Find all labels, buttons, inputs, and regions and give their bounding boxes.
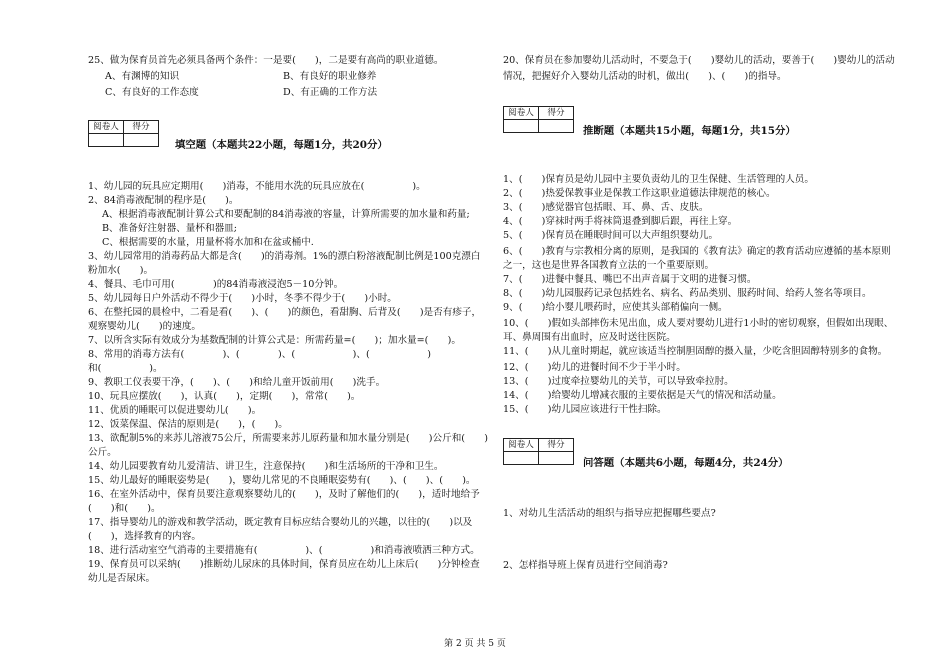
fill-line: 7、以所含实际有效成分为基数配制的计算公式是：所需药量=( )；加水量=( )。 (88, 335, 461, 346)
judge-line: 8、( )幼儿园服药记录包括姓名、病名、药品类别、服药时间、给药人签名等项目。 (503, 288, 872, 299)
question-20-line: 20、保育员在参加婴幼儿活动时，不要急于( )婴幼儿的活动，要善于( )婴幼儿的活动 (503, 55, 895, 66)
judge-line: 5、( )保育员在睡眠时间可以大声组织婴幼儿。 (503, 230, 719, 241)
score-box-cell (504, 120, 539, 133)
judge-line: 4、( )穿袜时两手将袜筒退叠到脚后跟，再往上穿。 (503, 216, 738, 227)
fill-line: ( )，选择教育的内容。 (88, 531, 202, 542)
fill-line: 11、优质的睡眠可以促进婴幼儿( )。 (88, 405, 262, 416)
fill-line: 2、84消毒液配制的程序是( )。 (88, 195, 239, 206)
fill-line: 和( )。 (88, 363, 163, 374)
fill-line: 4、餐具、毛巾可用( )的84消毒液浸泡5－10分钟。 (88, 279, 344, 290)
judge-line: 1、( )保育员是幼儿园中主要负责幼儿的卫生保健、生活管理的人员。 (503, 174, 814, 185)
qa-section-header (503, 438, 898, 468)
judge-line: 15、( )幼儿园应该进行干性扫除。 (503, 404, 667, 415)
score-box-label-score: 得分 (539, 439, 574, 452)
fill-line: 12、饭菜保温、保洁的原则是( )，( )。 (88, 419, 288, 430)
fill-line: 5、幼儿园每日户外活动不得少于( )小时，冬季不得少于( )小时。 (88, 293, 397, 304)
fill-line: 9、教职工仪表要干净，( )、( )和给儿童开饭前用( )洗手。 (88, 377, 386, 388)
judge-line: 之一，这也是世界各国教育立法的一个重要原则。 (503, 260, 715, 271)
score-box-cell (124, 134, 159, 147)
fill-line: 10、玩具应摆放( )，认真( )，定期( )，常常( )。 (88, 391, 361, 402)
fill-line: 16、在室外活动中，保育员要注意观察婴幼儿的( )，及时了解他们的( )，适时地给予 (88, 489, 480, 500)
score-box-label-score: 得分 (124, 121, 159, 134)
judge-line: 2、( )热爱保教事业是保教工作这职业道德法律规范的核心。 (503, 188, 776, 199)
fill-line: 19、保育员可以采纳( )推断幼儿尿床的具体时间，保育员应在幼儿上床后( )分钟检查 (88, 559, 480, 570)
score-box (503, 438, 574, 465)
fill-line: 公斤。 (88, 447, 117, 458)
fill-section-title: 填空题（本题共22小题，每题1分，共20分） (175, 139, 388, 151)
fill-line: 17、指导婴幼儿的游戏和教学活动，既定教育目标应结合婴幼儿的兴趣，以往的( )以及 (88, 517, 473, 528)
fill-line: C、根据需要的水量，用量杯将水加和在盆或桶中. (102, 237, 314, 248)
fill-section-header (88, 120, 483, 150)
fill-line: A、根据消毒液配制计算公式和要配制的84消毒液的容量，计算所需要的加水量和药量; (102, 209, 470, 220)
fill-line: 幼儿是否尿床。 (88, 573, 156, 584)
question-20-line: 情况，把握好介入婴幼儿活动的时机，做出( )、( )的指导。 (503, 71, 787, 82)
fill-line: 15、幼儿最好的睡眠姿势是( )，婴幼儿常见的不良睡眠姿势有( )、( )、( )。 (88, 475, 476, 486)
score-box-cell (89, 134, 124, 147)
fill-line: 观察婴幼儿( )的速度。 (88, 321, 202, 332)
judge-line: 10、( )假如头部摔伤未见出血，成人要对婴幼儿进行1小时的密切观察，但假如出现眼、 (503, 318, 894, 329)
score-box (88, 120, 159, 147)
fill-line: 1、幼儿园的玩具应定期用( )消毒，不能用水洗的玩具应放在( )。 (88, 181, 426, 192)
page-footer: 第 2 页 共 5 页 (444, 639, 506, 649)
judge-line: 11、( )从儿童时期起，就应该适当控制胆固醇的摄入量，少吃含胆固醇特别多的食物。 (503, 346, 888, 357)
judge-line: 7、( )进餐中餐具、嘴巴不出声音属于文明的进餐习惯。 (503, 274, 757, 285)
fill-line: 8、常用的消毒方法有( )、( )、( )、( ) (88, 349, 432, 360)
score-box-label-grader: 阅卷人 (504, 107, 539, 120)
qa-section-title: 问答题（本题共6小题，每题4分，共24分） (583, 457, 789, 469)
score-box (503, 106, 574, 133)
fill-line: ( )和( )。 (88, 503, 161, 514)
judge-line: 3、( )感觉器官包括眼、耳、鼻、舌、皮肤。 (503, 202, 709, 213)
fill-line: 18、进行活动室空气消毒的主要措施有( )、( )和消毒液喷洒三种方式。 (88, 545, 480, 556)
judge-line: 耳、鼻周围有出血时，应及时送往医院。 (503, 332, 676, 343)
score-box-cell (504, 452, 539, 465)
fill-line: 粉加水( )。 (88, 265, 154, 276)
qa-question-2: 2、怎样指导班上保育员进行空间消毒? (503, 560, 668, 571)
judge-section-title: 推断题（本题共15小题，每题1分，共15分） (583, 125, 796, 137)
judge-line: 14、( )给婴幼儿增减衣服的主要依据是天气的情况和活动量。 (503, 390, 782, 401)
score-box-label-score: 得分 (539, 107, 574, 120)
q25-option-d: D、有正确的工作方法 (283, 87, 378, 98)
fill-line: B、准备好注射器、量杯和器皿; (102, 223, 238, 234)
fill-line: 6、在整托园的晨检中，二看是看( )、( )的颜色，看甜胸、后背及( )是否有疹子， (88, 307, 482, 318)
fill-line: 14、幼儿园要教育幼儿爱清洁、讲卫生，注意保持( )和生活场所的干净和卫生。 (88, 461, 444, 472)
fill-line: 3、幼儿园常用的消毒药品大都是含( )的消毒剂。1%的漂白粉溶液配制比例是100克漂白 (88, 251, 481, 262)
score-box-cell (539, 120, 574, 133)
score-box-cell (539, 452, 574, 465)
q25-option-b: B、有良好的职业修养 (283, 71, 377, 82)
judge-line: 12、( )幼儿的进餐时间不少于半小时。 (503, 362, 686, 373)
q25-option-a: A、有渊博的知识 (105, 71, 180, 82)
judge-line: 13、( )过度牵拉婴幼儿的关节，可以导致牵拉肘。 (503, 376, 734, 387)
score-box-label-grader: 阅卷人 (89, 121, 124, 134)
judge-section-header (503, 106, 898, 136)
fill-line: 13、欲配制5%的来苏儿溶液75公斤，所需要来苏儿原药量和加水量分别是( )公斤和( ) (88, 433, 488, 444)
judge-line: 9、( )给小婴儿喂药时，应使其头部稍偏向一侧。 (503, 302, 728, 313)
judge-line: 6、( )教育与宗教相分离的原则，是我国的《教育法》确定的教育活动应遵循的基本原则 (503, 246, 891, 257)
q25-option-c: C、有良好的工作态度 (105, 87, 199, 98)
score-box-label-grader: 阅卷人 (504, 439, 539, 452)
qa-question-1: 1、对幼儿生活活动的组织与指导应把握哪些要点? (503, 508, 716, 519)
question-25-stem: 25、做为保育员首先必须具备两个条件：一是要( )，二是要有高尚的职业道德。 (88, 55, 444, 66)
